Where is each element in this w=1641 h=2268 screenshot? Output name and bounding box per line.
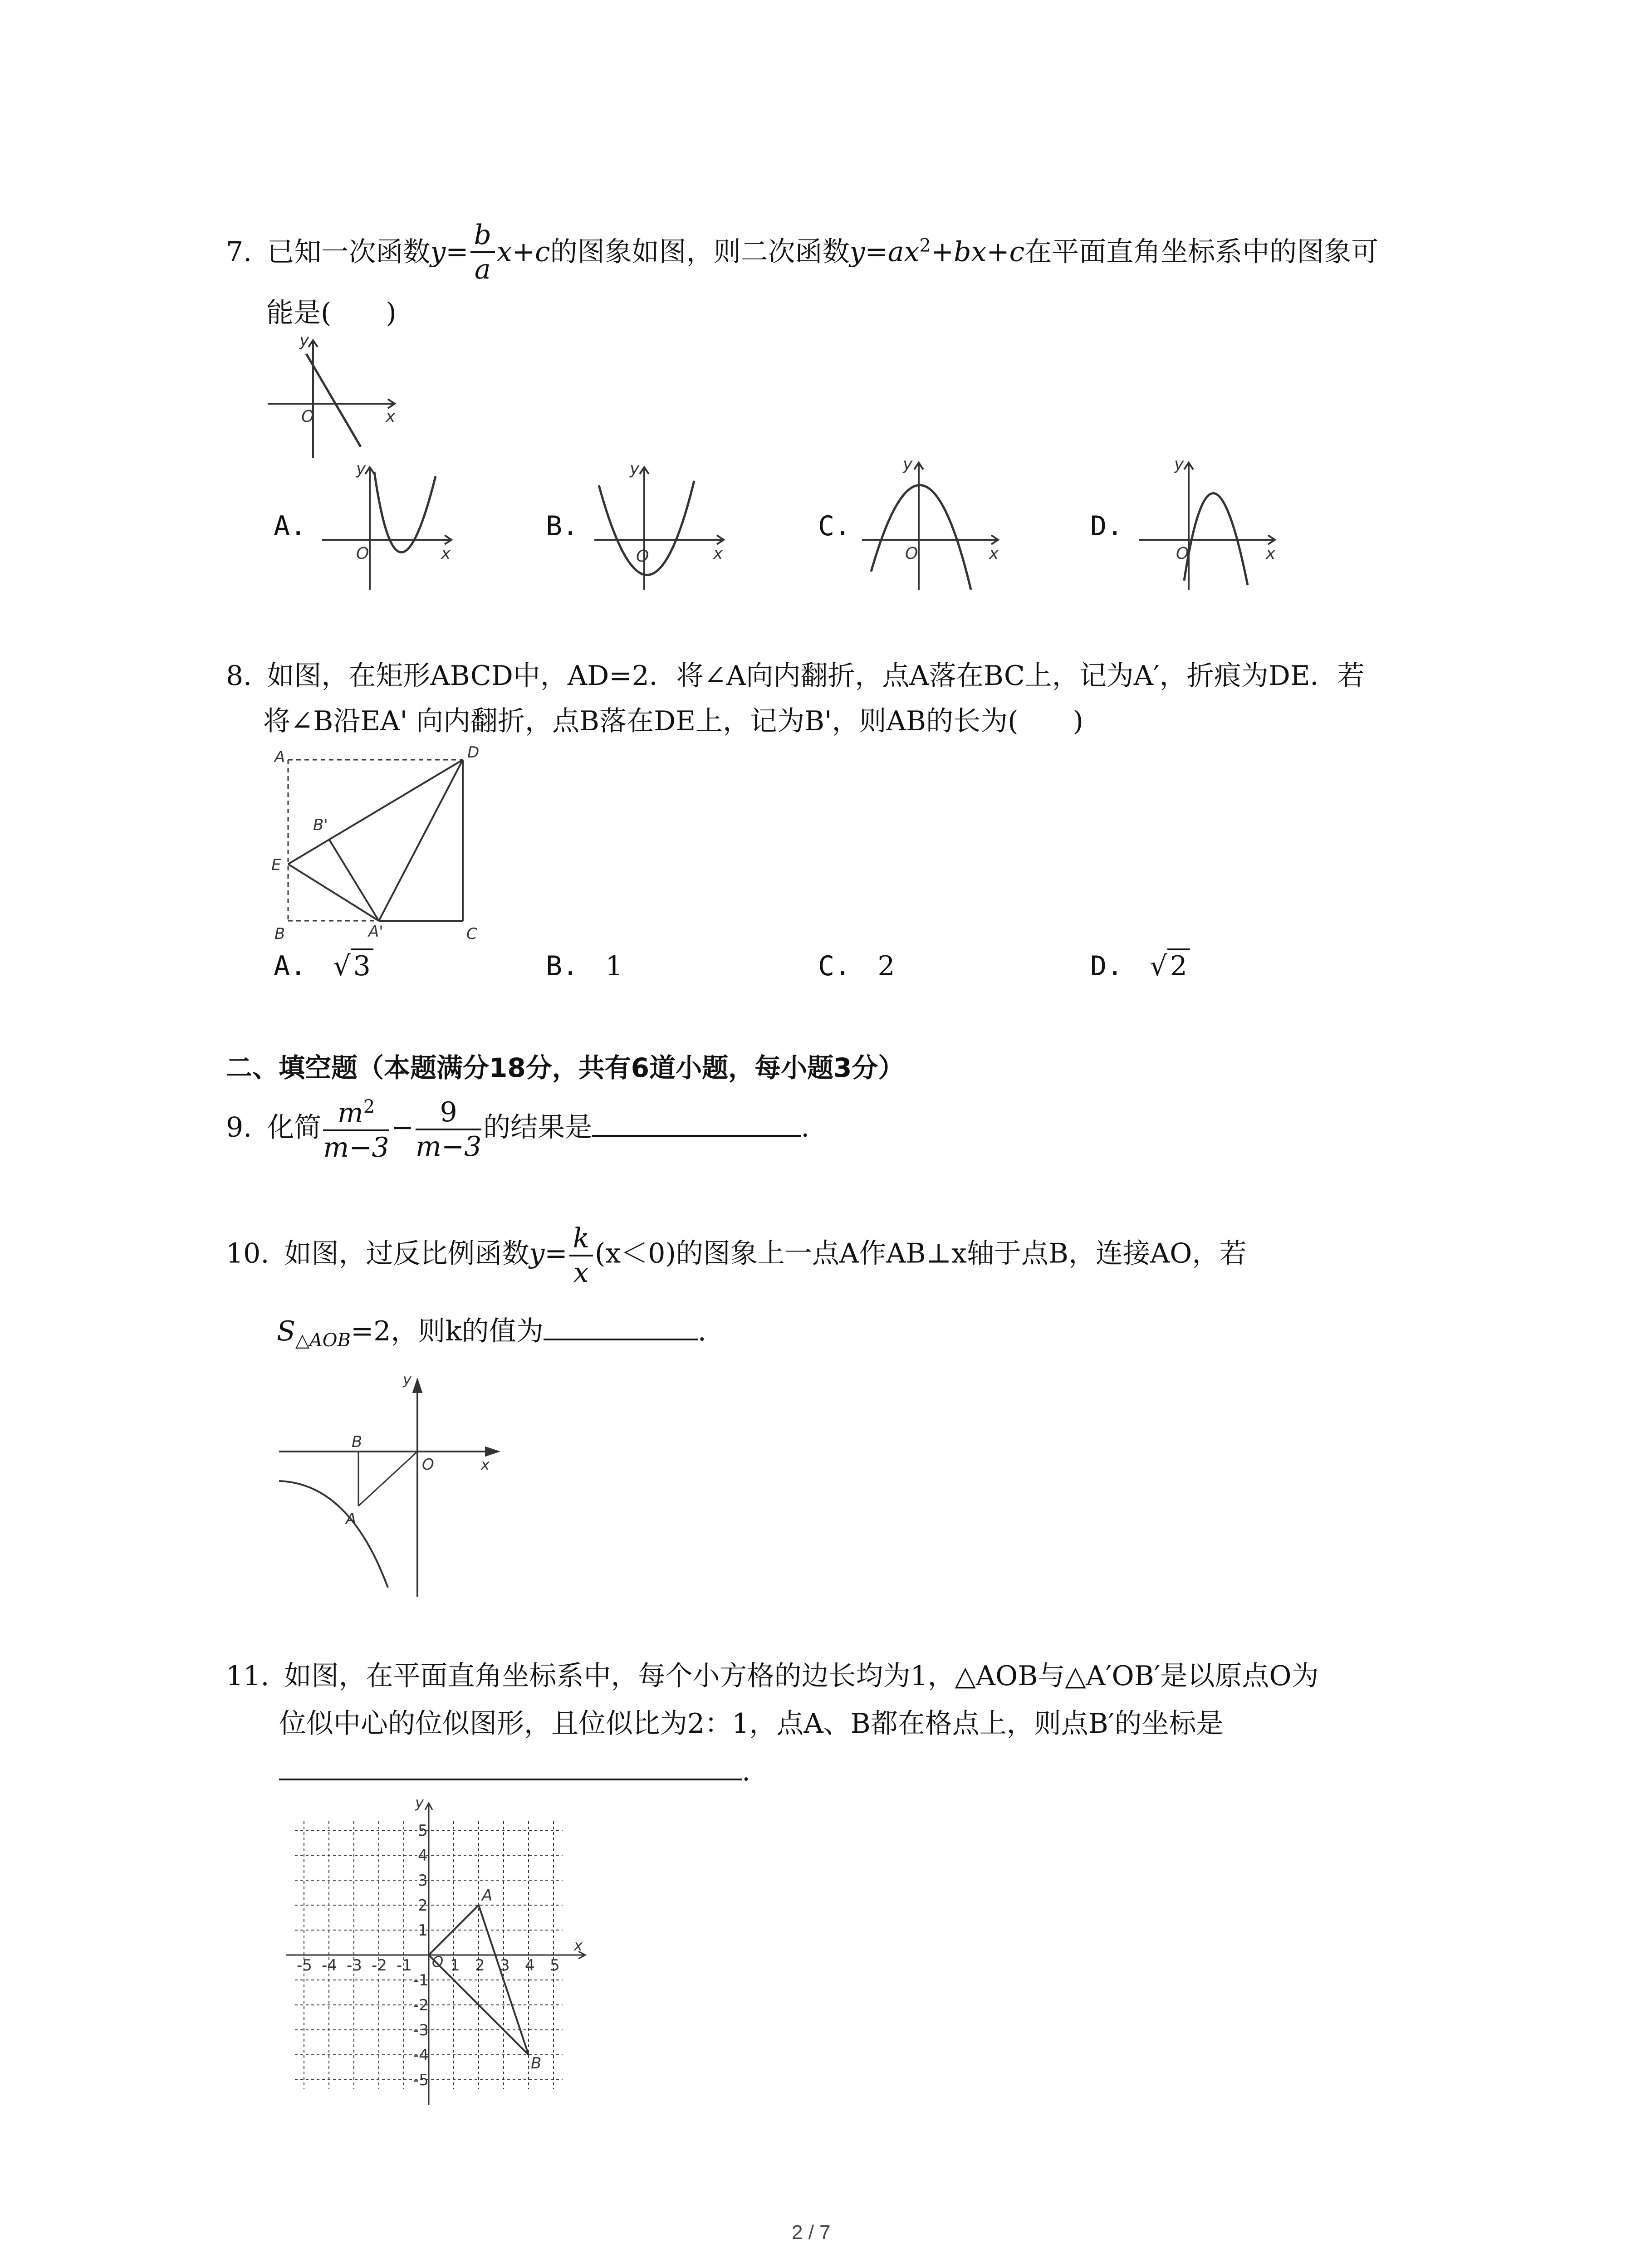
q10-cond: (x＜0)	[595, 1237, 676, 1270]
q8-number: 8.	[226, 660, 252, 692]
q8-text-1: 如图，在矩形ABCD中，AD=2．将∠A向内翻折，点A落在BC上，记为A′，折痕为DE．若	[267, 660, 1365, 692]
q7-number: 7.	[226, 236, 252, 268]
sqrt-icon: √	[1150, 950, 1167, 982]
y-tick-label: -4	[413, 2046, 429, 2064]
q7d-origin: O	[1176, 544, 1189, 563]
q10-fraction	[569, 1222, 593, 1289]
q8-option-a-value: 3	[351, 948, 373, 982]
q10-axis-x: x	[481, 1456, 490, 1473]
x-tick-label: -3	[347, 1956, 362, 1975]
q7c-axis-x: x	[989, 544, 999, 563]
q10-answer-blank[interactable]	[544, 1339, 698, 1340]
q8-rectangle-figure	[268, 744, 495, 943]
q9-f1-sup: 2	[363, 1096, 375, 1117]
q7b-axis-y: y	[630, 459, 640, 478]
q10-label-b: B	[352, 1433, 362, 1451]
q10-end: .	[697, 1315, 706, 1347]
q8-label-a-prime: A'	[368, 923, 383, 941]
q8-line2: 将∠B沿EA' 向内翻折，点B落在DE上，记为B'，则AB的长为( )	[263, 705, 1083, 737]
q8-label-c: C	[466, 925, 477, 943]
q8-option-d-value: 2	[1167, 948, 1190, 982]
x-tick-label: -4	[322, 1956, 337, 1975]
q8-label-e: E	[271, 856, 281, 874]
sqrt-icon: √	[333, 950, 351, 982]
q8-label-d: D	[467, 744, 480, 762]
q7d-axis-x: x	[1266, 544, 1276, 563]
q7-option-a-label: A.	[274, 510, 307, 542]
q10-frac-den: x	[573, 1257, 589, 1289]
q10-label-a: A	[346, 1510, 357, 1528]
q8-option-b	[546, 950, 623, 982]
x-tick-label: -1	[397, 1956, 412, 1975]
y-tick-label: -5	[413, 2071, 429, 2089]
q11-answer-line	[279, 1755, 751, 1787]
q10-frac-num: k	[569, 1225, 593, 1256]
q7a-axis-y: y	[356, 459, 366, 478]
x-tick-label: -5	[297, 1956, 312, 1975]
q7-linear-tail: x+c	[496, 236, 550, 268]
q8-option-d-label: D.	[1090, 950, 1123, 982]
q10-label-o: O	[422, 1456, 434, 1474]
q10-hyperbola-figure	[272, 1361, 508, 1606]
q7-frac-den: a	[474, 254, 491, 285]
q7-axis-x: x	[386, 407, 396, 426]
q10-axis-y: y	[403, 1371, 411, 1388]
q10-y-eq: y=	[529, 1237, 568, 1270]
q8-option-c	[818, 950, 895, 982]
q8-option-c-label: C.	[818, 950, 851, 982]
q9-text-pre: 化简	[267, 1111, 322, 1144]
y-tick-label: 3	[418, 1872, 428, 1890]
q9-answer-blank[interactable]	[592, 1135, 801, 1137]
q7-line2: 能是( )	[266, 297, 397, 329]
q7-quad-sup: 2	[919, 235, 931, 256]
q8-option-b-value: 1	[605, 950, 623, 982]
q7-y-eq: y=	[430, 236, 469, 268]
q7-option-c-graph	[857, 454, 1012, 594]
q9-fraction-2	[415, 1096, 482, 1163]
q7-line1	[226, 219, 1379, 285]
y-tick-label: 2	[418, 1897, 428, 1915]
y-tick-label: -2	[413, 1996, 429, 2014]
y-tick-label: 4	[418, 1847, 428, 1865]
q11-label-o: O	[432, 1953, 444, 1970]
q10-line2	[277, 1315, 706, 1351]
page-number: 2 / 7	[792, 2221, 831, 2244]
q8-label-a: A	[274, 748, 285, 766]
q9-text-post: 的结果是	[483, 1111, 593, 1144]
q9-f1-num: m	[337, 1097, 363, 1129]
q7-axis-y: y	[299, 331, 309, 350]
q10-text-pre: 如图，过反比例函数	[284, 1237, 529, 1270]
q11-axis-x: x	[574, 1937, 583, 1954]
x-tick-label: 1	[450, 1956, 460, 1975]
q11-line1	[226, 1662, 1319, 1690]
q11-label-b: B	[531, 2054, 542, 2072]
q10-line1	[226, 1222, 1247, 1289]
q7-option-a-graph	[318, 458, 463, 594]
y-tick-label: -3	[413, 2021, 429, 2039]
q7-quad-tail: +bx+c	[931, 236, 1025, 268]
q8-label-b-prime: B'	[313, 816, 328, 834]
q7-text-post: 在平面直角坐标系中的图象可	[1024, 236, 1379, 268]
q7-frac-num: b	[470, 221, 495, 253]
q9-number: 9.	[226, 1111, 252, 1144]
q8-line1	[226, 660, 1365, 692]
q9-f2-num: 9	[416, 1099, 481, 1130]
q7-quad: y=ax	[849, 236, 920, 268]
q8-option-d	[1090, 950, 1190, 982]
y-tick-label: 1	[418, 1921, 428, 1940]
section-2-title: 二、填空题（本题满分18分，共有6道小题，每小题3分）	[226, 1052, 905, 1083]
q7-option-d-graph	[1134, 454, 1288, 594]
y-tick-label: -1	[413, 1971, 429, 1989]
q8-option-a-label: A.	[274, 950, 307, 982]
q7b-origin: O	[636, 547, 649, 566]
q7a-axis-x: x	[441, 544, 451, 563]
q10-s-label: S	[277, 1315, 296, 1347]
q9-f1-den: m−3	[323, 1132, 389, 1163]
x-tick-label: 3	[500, 1956, 510, 1975]
q7-option-d-label: D.	[1090, 510, 1123, 542]
q9-f2-den: m−3	[415, 1131, 482, 1163]
q7-option-c-label: C.	[818, 510, 851, 542]
q9-line	[226, 1098, 809, 1161]
q8-label-b: B	[274, 925, 285, 943]
q11-grid-figure	[277, 1792, 594, 2114]
q7-origin: O	[301, 407, 314, 426]
x-tick-label: -2	[372, 1956, 387, 1975]
q9-fraction-1	[323, 1098, 389, 1161]
q11-line2: 位似中心的位似图形，且位似比为2：1，点A、B都在格点上，则点B′的坐标是	[279, 1708, 1224, 1740]
q7c-axis-y: y	[903, 455, 913, 474]
q9-end: .	[801, 1111, 810, 1144]
q10-text-post: 的图象上一点A作AB⊥x轴于点B，连接AO，若	[676, 1237, 1247, 1270]
q10-s-val: =2，则k的值为	[350, 1315, 544, 1347]
q7-fraction	[470, 221, 495, 283]
q8-option-a	[274, 950, 373, 982]
q11-answer-blank[interactable]	[279, 1779, 742, 1780]
q7d-axis-y: y	[1174, 455, 1184, 474]
q9-minus: −	[391, 1111, 414, 1144]
x-tick-label: 5	[550, 1956, 560, 1975]
q7-option-b-graph	[590, 458, 735, 594]
q11-axis-y: y	[415, 1794, 424, 1811]
q7-linear-graph	[263, 327, 408, 463]
q10-s-sub: △AOB	[295, 1330, 351, 1351]
q7c-origin: O	[905, 544, 918, 563]
q11-number: 11.	[226, 1660, 269, 1692]
q8-option-c-value: 2	[877, 950, 895, 982]
q7-option-b-label: B.	[546, 510, 579, 542]
y-tick-label: 5	[418, 1822, 428, 1840]
q10-number: 10.	[226, 1237, 269, 1270]
q7a-origin: O	[356, 544, 369, 563]
x-tick-label: 2	[475, 1956, 485, 1975]
q11-text-1: 如图，在平面直角坐标系中，每个小方格的边长均为1，△AOB与△A′OB′是以原点O为	[284, 1660, 1319, 1692]
q7-text-pre: 已知一次函数	[267, 236, 431, 268]
q11-end: .	[742, 1755, 751, 1787]
x-tick-label: 4	[525, 1956, 535, 1975]
q7-text-mid: 的图象如图，则二次函数	[550, 236, 850, 268]
q11-label-a: A	[482, 1887, 493, 1905]
q8-option-b-label: B.	[546, 950, 579, 982]
q7b-axis-x: x	[713, 544, 723, 563]
